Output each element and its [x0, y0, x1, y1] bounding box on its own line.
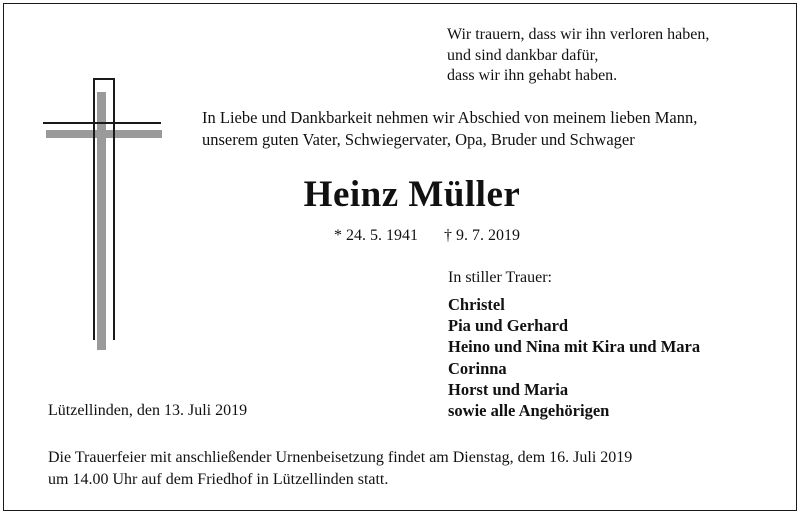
- mourning-heading: In stiller Trauer:: [448, 269, 552, 286]
- place-and-date: Lützellinden, den 13. Juli 2019: [48, 402, 248, 419]
- poem: [447, 25, 777, 87]
- life-dates: [334, 226, 520, 246]
- intro-line: unserem guten Vater, Schwiegervater, Opa, Bruder und Schwager: [202, 129, 635, 149]
- funeral-line: Die Trauerfeier mit anschließender Urnenbeisetzung findet am Dienstag, dem 16. Juli 2019: [48, 449, 633, 466]
- funeral-info: [48, 447, 632, 491]
- mourner-name: Horst und Maria: [448, 379, 569, 399]
- death-date: † 9. 7. 2019: [444, 227, 520, 244]
- obituary-notice: [3, 3, 797, 511]
- mourner-name: Heino und Nina mit Kira und Mara: [448, 337, 701, 357]
- mourners-list: [448, 294, 700, 421]
- cross-outline-horizontal: [43, 122, 161, 142]
- mourner-name: Corinna: [448, 358, 507, 378]
- mourner-name: Pia und Gerhard: [448, 316, 569, 336]
- funeral-line: um 14.00 Uhr auf dem Friedhof in Lützellinden statt.: [48, 471, 389, 488]
- intro-line: In Liebe und Dankbarkeit nehmen wir Abschied von meinem lieben Mann,: [202, 108, 698, 127]
- deceased-name: Heinz Müller: [303, 174, 521, 215]
- intro-text: [202, 107, 697, 150]
- poem-line: und sind dankbar dafür,: [447, 46, 599, 64]
- mourner-name: sowie alle Angehörigen: [448, 401, 610, 421]
- mourner-name: Christel: [448, 295, 505, 314]
- poem-line: Wir trauern, dass wir ihn verloren haben,: [447, 26, 710, 43]
- poem-line: dass wir ihn gehabt haben.: [447, 67, 618, 84]
- birth-date: * 24. 5. 1941: [334, 227, 418, 244]
